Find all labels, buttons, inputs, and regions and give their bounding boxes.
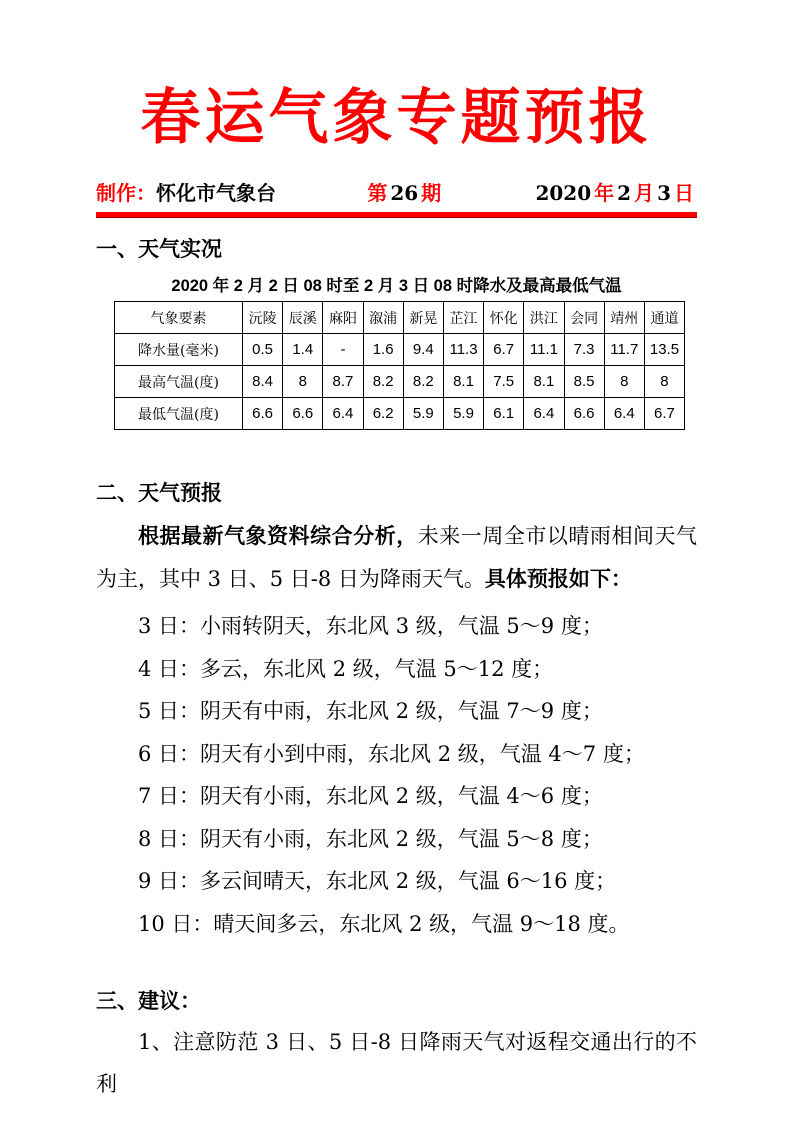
forecast-item-day10: 10 日：晴天间多云，东北风 2 级，气温 9～18 度。 <box>138 911 630 936</box>
table-cell: 7.3 <box>564 334 604 366</box>
row-label: 降水量(毫米) <box>115 334 243 366</box>
table-cell: 1.6 <box>363 334 403 366</box>
forecast-list <box>96 605 697 945</box>
table-cell: 8 <box>604 366 644 398</box>
table-cell: 13.5 <box>644 334 684 366</box>
advice-item-1: 1、注意防范 3 日、5 日-8 日降雨天气对返程交通出行的不利 <box>96 1030 697 1096</box>
forecast-item-day4: 4 日：多云，东北风 2 级，气温 5～12 度； <box>138 656 554 681</box>
table-cell: 9.4 <box>403 334 443 366</box>
table-header-cell: 新晃 <box>403 302 443 334</box>
table-cell: 5.9 <box>403 398 443 430</box>
date-month-unit: 月 <box>634 181 655 205</box>
weather-table <box>114 301 685 430</box>
issue-suffix: 期 <box>421 181 442 205</box>
table-cell: 6.6 <box>283 398 323 430</box>
issue-value: 26 <box>390 181 419 205</box>
table-cell: 8.2 <box>363 366 403 398</box>
table-cell: 8 <box>644 366 684 398</box>
table-row-rainfall <box>115 334 685 366</box>
table-cell: 6.7 <box>484 334 524 366</box>
forecast-item-day3: 3 日：小雨转阴天，东北风 3 级，气温 5～9 度； <box>138 614 603 638</box>
table-header-cell: 怀化 <box>484 302 524 334</box>
table-cell: 11.7 <box>604 334 644 366</box>
table-row-max-temp <box>115 366 685 398</box>
table-cell: - <box>323 334 363 366</box>
date-year-unit: 年 <box>594 181 615 205</box>
table-header-cell: 会同 <box>564 302 604 334</box>
table-header-cell: 溆浦 <box>363 302 403 334</box>
table-header-cell: 芷江 <box>443 302 483 334</box>
table-header-cell: 洪江 <box>524 302 564 334</box>
table-cell: 6.1 <box>484 398 524 430</box>
table-cell: 5.9 <box>443 398 483 430</box>
document-title: 春运气象专题预报 <box>140 83 653 153</box>
header-meta-row <box>96 177 697 206</box>
forecast-intro-bold: 根据最新气象资料综合分析， <box>138 525 418 548</box>
issue-number <box>367 177 444 206</box>
date-month: 2 <box>617 181 632 205</box>
section-1-title: 一、天气实况 <box>96 238 222 261</box>
table-cell: 6.4 <box>323 398 363 430</box>
producer <box>96 177 276 206</box>
table-cell: 11.1 <box>524 334 564 366</box>
table-header-row <box>115 302 685 334</box>
table-cell: 6.7 <box>644 398 684 430</box>
issue-prefix: 第 <box>367 181 388 205</box>
forecast-intro-bold2: 具体预报如下： <box>484 568 632 591</box>
table-header-cell: 通道 <box>644 302 684 334</box>
table-cell: 6.4 <box>604 398 644 430</box>
forecast-item-day6: 6 日：阴天有小到中雨，东北风 2 级，气温 4～7 度； <box>138 741 645 766</box>
weather-table-caption: 2020 年 2 月 2 日 08 时至 2 月 3 日 08 时降水及最高最低气温 <box>171 277 622 295</box>
table-cell: 8.2 <box>403 366 443 398</box>
table-cell: 11.3 <box>443 334 483 366</box>
table-cell: 0.5 <box>243 334 283 366</box>
producer-label: 制作： <box>96 181 156 205</box>
table-cell: 1.4 <box>283 334 323 366</box>
forecast-item-day9: 9 日：多云间晴天，东北风 2 级，气温 6～16 度； <box>138 869 617 893</box>
date-day: 3 <box>657 181 671 205</box>
table-cell: 8.1 <box>524 366 564 398</box>
row-label: 最高气温(度) <box>115 366 243 398</box>
table-cell: 8 <box>283 366 323 398</box>
table-header-cell: 气象要素 <box>115 302 243 334</box>
table-cell: 6.2 <box>363 398 403 430</box>
section-2-title: 二、天气预报 <box>96 482 222 505</box>
header-divider <box>96 212 697 218</box>
table-header-cell: 辰溪 <box>283 302 323 334</box>
forecast-intro-normal: 未来一周全市以晴雨相间天气为主，其中 3 日、5 日-8 日为降雨天气。 <box>96 524 698 591</box>
table-cell: 6.6 <box>243 398 283 430</box>
producer-value: 怀化市气象台 <box>156 181 276 205</box>
row-label: 最低气温(度) <box>115 398 243 430</box>
table-cell: 8.4 <box>243 366 283 398</box>
table-header-cell: 麻阳 <box>323 302 363 334</box>
forecast-intro <box>96 515 697 601</box>
table-cell: 8.7 <box>323 366 363 398</box>
date-year: 2020 <box>535 181 592 205</box>
forecast-item-day5: 5 日：阴天有中雨，东北风 2 级，气温 7～9 度； <box>138 699 603 723</box>
section-3-title: 三、建议： <box>96 990 201 1013</box>
forecast-item-day8: 8 日：阴天有小雨，东北风 2 级，气温 5～8 度； <box>138 826 603 851</box>
table-cell: 8.5 <box>564 366 604 398</box>
table-cell: 7.5 <box>484 366 524 398</box>
table-cell: 8.1 <box>443 366 483 398</box>
issue-date <box>535 177 697 206</box>
table-header-cell: 沅陵 <box>243 302 283 334</box>
forecast-item-day7: 7 日：阴天有小雨，东北风 2 级，气温 4～6 度； <box>138 784 603 808</box>
table-cell: 6.6 <box>564 398 604 430</box>
date-day-unit: 日 <box>673 181 694 205</box>
table-header-cell: 靖州 <box>604 302 644 334</box>
table-row-min-temp <box>115 398 685 430</box>
table-cell: 6.4 <box>524 398 564 430</box>
